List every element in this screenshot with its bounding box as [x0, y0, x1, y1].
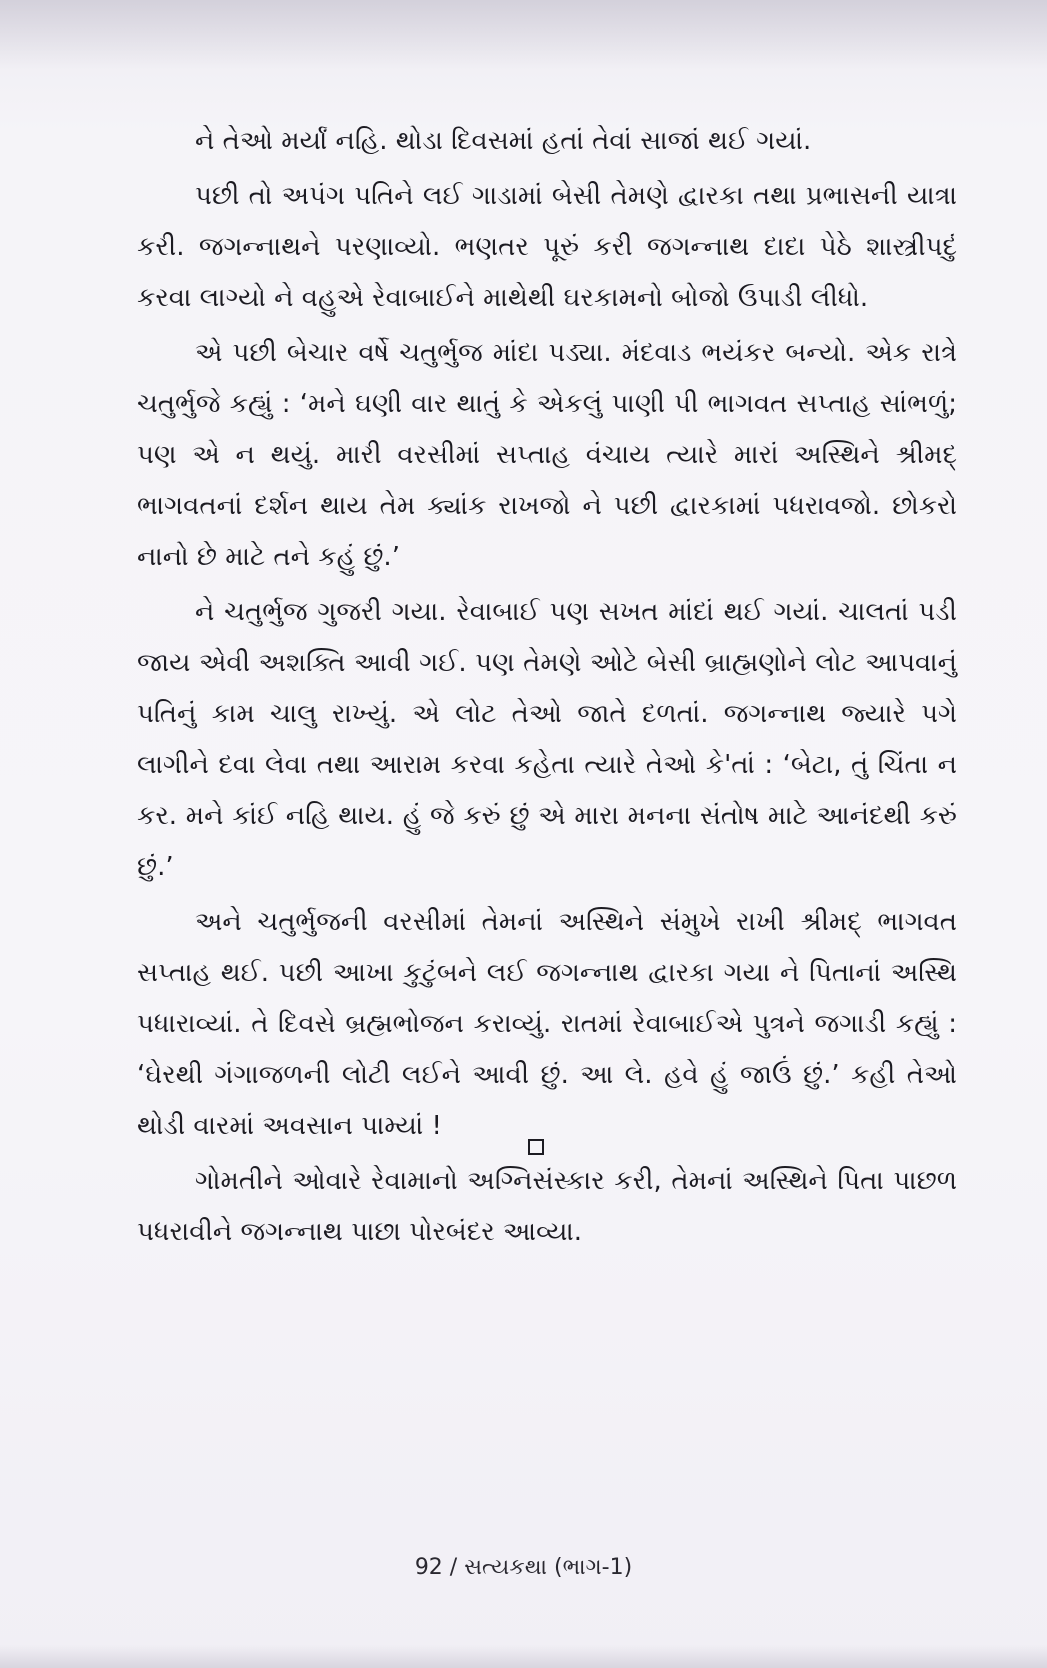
body-text [137, 116, 957, 1262]
paragraph: અને ચતુર્ભુજની વરસીમાં તેમનાં અસ્થિને સંમુખે રાખી શ્રીમદ્ ભાગવત સપ્તાહ થઈ. પછી આખા કુટુંબને લઈ જગન્નાથ દ્વારકા ગયા ને પિતાનાં અસ્થિ પધારાવ્યાં. તે દિવસે બ્રહ્મભોજન કરાવ્યું. રાતમાં રેવાબાઈએ પુત્રને જગાડી કહ્યું : ‘ઘેરથી ગંગાજળની લોટી લઈને આવી છું. આ લે. હવે હું જાઉં છું.’ કહી તેઓ થોડી વારમાં અવસાન પામ્યાં ! [137, 907, 957, 1141]
page-footer: 92 / સત્યકથા (ભાગ-1) [414, 1555, 633, 1580]
paragraph: ને ચતુર્ભુજ ગુજરી ગયા. રેવાબાઈ પણ સખત માંદાં થઈ ગયાં. ચાલતાં પડી જાય એવી અશક્તિ આવી ગઈ. પણ તેમણે ઓટે બેસી બ્રાહ્મણોને લોટ આપવાનું પતિનું કામ ચાલુ રાખ્યું. એ લોટ તેઓ જાતે દળતાં. જગન્નાથ જ્યારે પગે લાગીને દવા લેવા તથા આરામ કરવા કહેતા ત્યારે તેઓ કે'તાં : ‘બેટા, તું ચિંતા ન કર. મને કાંઈ નહિ થાય. હું જે કરું છું એ મારા મનના સંતોષ માટે આનંદથી કરું છું.’ [137, 597, 957, 882]
paragraph: ગોમતીને ઓવારે રેવામાનો અગ્નિસંસ્કાર કરી, તેમનાં અસ્થિને પિતા પાછળ પધરાવીને જગન્નાથ પાછા પોરબંદર આવ્યા. [137, 1166, 957, 1247]
section-end-square-icon [528, 1139, 544, 1155]
paragraph: પછી તો અપંગ પતિને લઈ ગાડામાં બેસી તેમણે દ્વારકા તથા પ્રભાસની યાત્રા કરી. જગન્નાથને પરણાવ્યો. ભણતર પૂરું કરી જગન્નાથ દાદા પેઠે શાસ્ત્રીપદું કરવા લાગ્યો ને વહુએ રેવાબાઈને માથેથી ઘરકામનો બોજો ઉપાડી લીધો. [137, 181, 957, 313]
paragraph: એ પછી બેચાર વર્ષે ચતુર્ભુજ માંદા પડ્યા. મંદવાડ ભયંકર બન્યો. એક રાત્રે ચતુર્ભુજે કહ્યું : ‘મને ઘણી વાર થાતું કે એકલું પાણી પી ભાગવત સપ્તાહ સાંભળું; પણ એ ન થયું. મારી વરસીમાં સપ્તાહ વંચાય ત્યારે મારાં અસ્થિને શ્રીમદ્ ભાગવતનાં દર્શન થાય તેમ ક્યાંક રાખજો ને પછી દ્વારકામાં પધરાવજો. છોકરો નાનો છે માટે તને કહું છું.’ [137, 338, 957, 572]
paragraph: ને તેઓ મર્યાં નહિ. થોડા દિવસમાં હતાં તેવાં સાજાં થઈ ગયાં. [195, 126, 812, 156]
page-top-shadow [0, 0, 1047, 70]
page-bottom-edge [0, 1645, 1047, 1668]
